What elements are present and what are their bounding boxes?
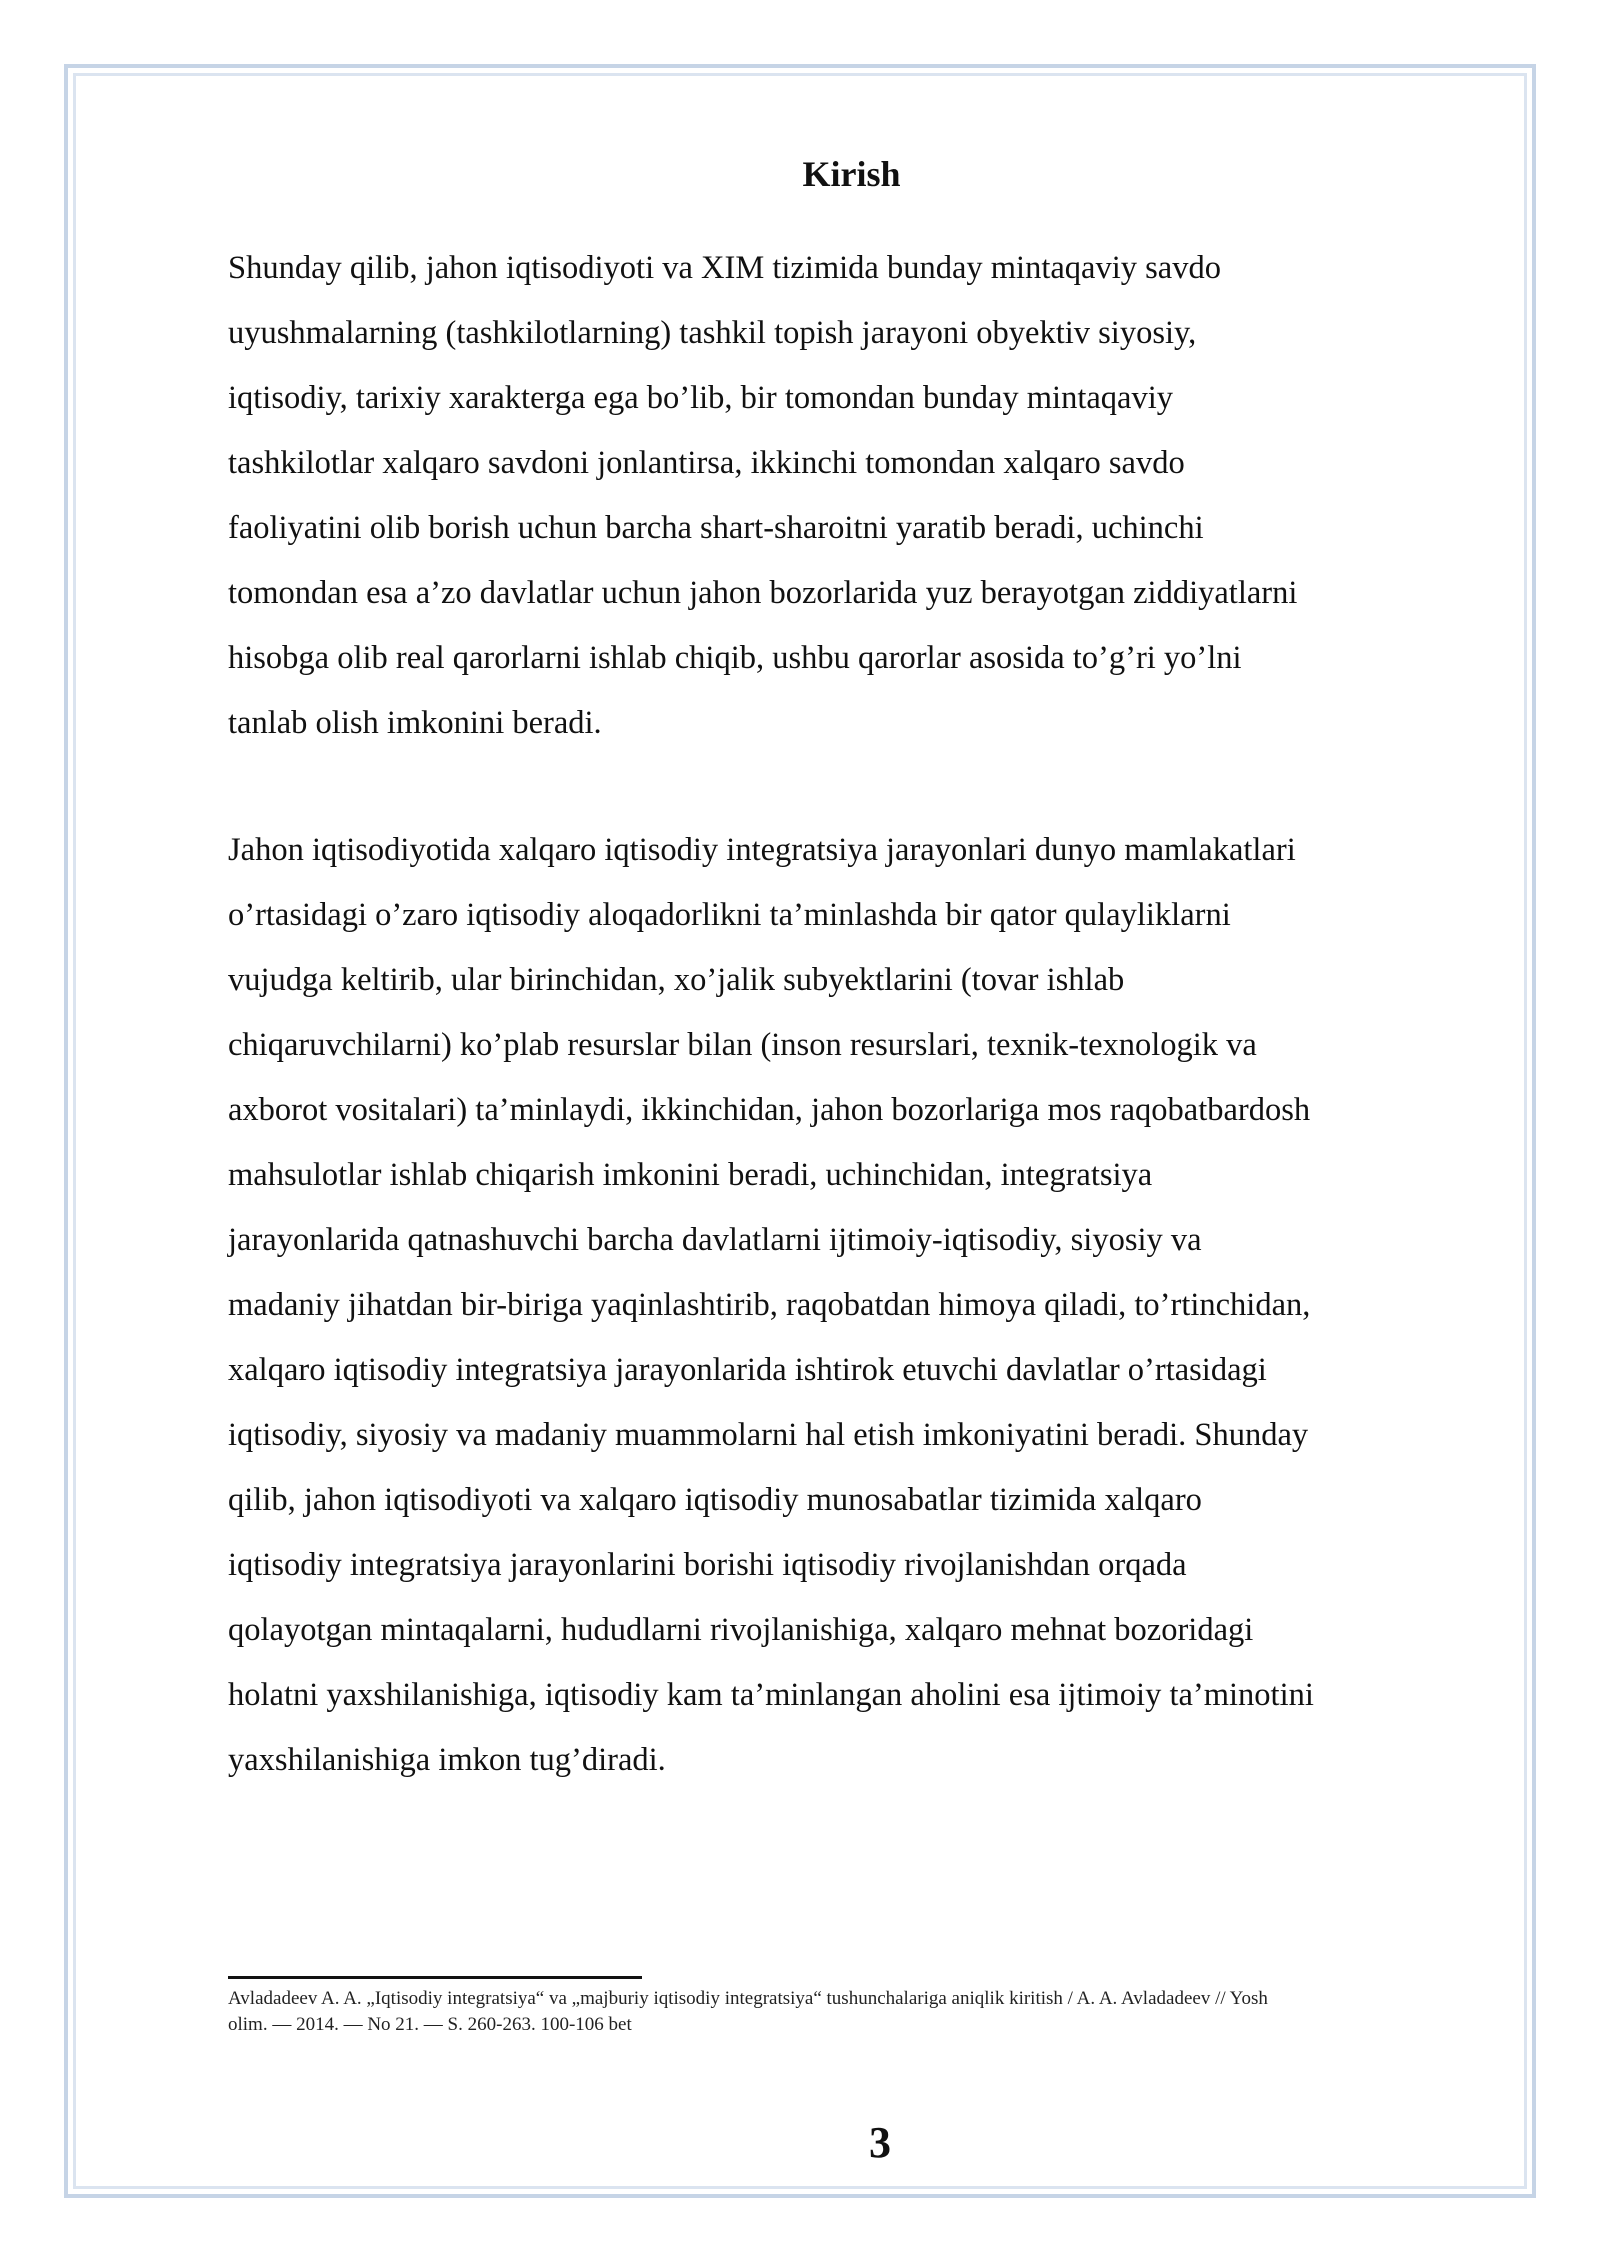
- paragraph-2: [228, 818, 1490, 1793]
- text-line: o’rtasidagi o’zaro iqtisodiy aloqadorlikni ta’minlashda bir qator qulayliklarni: [228, 897, 1231, 933]
- text-line: jarayonlarida qatnashuvchi barcha davlatlarni ijtimoiy-iqtisodiy, siyosiy va: [228, 1222, 1202, 1258]
- paragraph-1: [228, 236, 1490, 756]
- page-number: 3: [869, 2118, 891, 2167]
- section-title: [228, 150, 1490, 198]
- text-line: iqtisodiy, tarixiy xarakterga ega bo’lib, bir tomondan bunday mintaqaviy: [228, 380, 1173, 416]
- text-line: yaxshilanishiga imkon tug’diradi.: [228, 1742, 666, 1778]
- text-line: Shunday qilib, jahon iqtisodiyoti va XIM tizimida bunday mintaqaviy savdo: [228, 250, 1221, 286]
- text-line: holatni yaxshilanishiga, iqtisodiy kam ta’minlangan aholini esa ijtimoiy ta’minotini: [228, 1677, 1314, 1713]
- footnote-separator: [228, 1976, 642, 1979]
- text-line: uyushmalarning (tashkilotlarning) tashkil topish jarayoni obyektiv siyosiy,: [228, 315, 1197, 351]
- text-line: iqtisodiy integratsiya jarayonlarini borishi iqtisodiy rivojlanishdan orqada: [228, 1547, 1187, 1583]
- text-line: faoliyatini olib borish uchun barcha shart-sharoitni yaratib beradi, uchinchi: [228, 510, 1204, 546]
- footnote-line: olim. — 2014. — No 21. — S. 260-263. 100-106 bet: [228, 2014, 632, 2035]
- text-line: qolayotgan mintaqalarni, hududlarni rivojlanishiga, xalqaro mehnat bozoridagi: [228, 1612, 1254, 1648]
- text-line: madaniy jihatdan bir-biriga yaqinlashtirib, raqobatdan himoya qiladi, to’rtinchidan,: [228, 1287, 1311, 1323]
- footnote: [228, 1986, 1458, 2038]
- text-line: xalqaro iqtisodiy integratsiya jarayonlarida ishtirok etuvchi davlatlar o’rtasidagi: [228, 1352, 1267, 1388]
- text-line: vujudga keltirib, ular birinchidan, xo’jalik subyektlarini (tovar ishlab: [228, 962, 1125, 998]
- footnote-line: Avladadeev A. A. „Iqtisodiy integratsiya“ va „majburiy iqtisodiy integratsiya“ tushunchalariga aniqlik kiritish / A. A. Avladadeev // Yosh: [228, 1988, 1268, 2009]
- text-line: Jahon iqtisodiyotida xalqaro iqtisodiy integratsiya jarayonlari dunyo mamlakatlari: [228, 832, 1296, 868]
- text-line: tashkilotlar xalqaro savdoni jonlantirsa, ikkinchi tomondan xalqaro savdo: [228, 445, 1185, 481]
- section-title-text: Kirish: [802, 154, 901, 194]
- text-line: iqtisodiy, siyosiy va madaniy muammolarni hal etish imkoniyatini beradi. Shunday: [228, 1417, 1309, 1453]
- text-line: qilib, jahon iqtisodiyoti va xalqaro iqtisodiy munosabatlar tizimida xalqaro: [228, 1482, 1202, 1518]
- text-line: hisobga olib real qarorlarni ishlab chiqib, ushbu qarorlar asosida to’g’ri yo’lni: [228, 640, 1242, 676]
- text-line: mahsulotlar ishlab chiqarish imkonini beradi, uchinchidan, integratsiya: [228, 1157, 1153, 1193]
- text-line: chiqaruvchilarni) ko’plab resurslar bilan (inson resurslari, texnik-texnologik va: [228, 1027, 1257, 1063]
- text-line: axborot vositalari) ta’minlaydi, ikkinchidan, jahon bozorlariga mos raqobatbardosh: [228, 1092, 1311, 1128]
- text-line: tanlab olish imkonini beradi.: [228, 705, 602, 741]
- text-line: tomondan esa a’zo davlatlar uchun jahon bozorlarida yuz berayotgan ziddiyatlarni: [228, 575, 1298, 611]
